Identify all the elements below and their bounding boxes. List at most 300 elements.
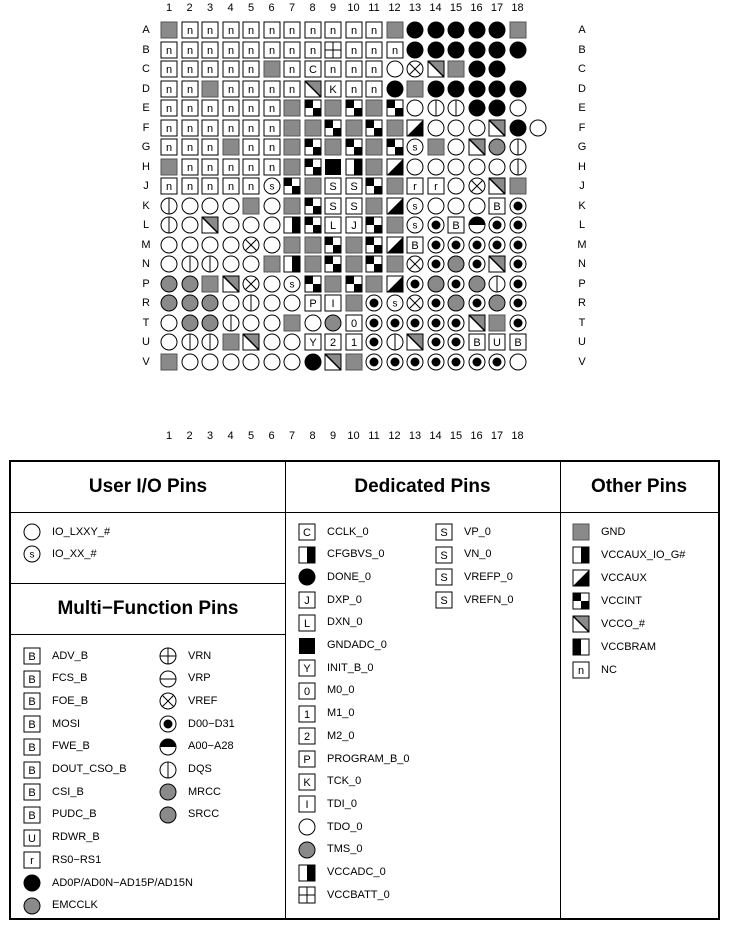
pin-A8-nc-box-icon (304, 21, 322, 39)
pin-A18-gnd-square-icon (509, 21, 527, 39)
svg-text:n: n (206, 161, 214, 174)
pin-R15-mrcc-circle-icon (447, 294, 465, 312)
pin-U11-target-circle-icon (365, 333, 383, 351)
legend-label: PUDC_B (52, 808, 97, 821)
row-label-right: N (578, 258, 586, 270)
b-letter-box-icon (23, 806, 41, 824)
pin-D15-black-circle-icon (447, 80, 465, 98)
row-label-left: E (142, 102, 150, 114)
pin-N16-target-circle-icon (468, 255, 486, 273)
pin-V18-open-circle-icon (509, 353, 527, 371)
svg-text:n: n (329, 64, 337, 76)
pin-E10-vccint-checker-icon (345, 99, 363, 117)
pin-V2-open-circle-icon (181, 353, 199, 371)
pin-N9-vccint-checker-icon (324, 255, 342, 273)
col-label-top: 2 (186, 2, 193, 14)
svg-text:n: n (350, 83, 357, 96)
legend-item (23, 670, 87, 688)
legend-label: VCCADC_0 (327, 866, 386, 878)
pin-V4-open-circle-icon (222, 353, 240, 371)
svg-text:s: s (412, 220, 418, 232)
legend-item (298, 727, 355, 745)
pin-E6-nc-box-icon (263, 99, 281, 117)
row-label-left: G (141, 141, 151, 153)
pin-U9-m2-box-icon (324, 333, 342, 351)
pin-R3-mrcc-circle-icon (201, 294, 219, 312)
pin-M6-open-circle-icon (263, 236, 281, 254)
svg-text:B: B (28, 787, 36, 800)
legend-label: IO_XX_# (52, 547, 97, 560)
col-label-bottom: 14 (429, 430, 442, 442)
pin-N13-cross-circle-icon (406, 255, 424, 273)
pin-D14-black-circle-icon (427, 80, 445, 98)
legend-item (159, 738, 234, 756)
svg-text:s: s (29, 549, 35, 561)
pin-E2-nc-box-icon (181, 99, 199, 117)
pin-F7-gnd-square-icon (283, 119, 301, 137)
pin-C2-nc-box-icon (181, 60, 199, 78)
legend-label: DOUT_CSO_B (52, 763, 127, 775)
pin-A7-nc-box-icon (283, 21, 301, 39)
svg-text:n: n (186, 122, 193, 135)
pin-N2-dqs-circle-icon (181, 255, 199, 273)
legend-label: DQS (188, 763, 212, 775)
legend-label: DXN_0 (327, 616, 363, 629)
vrn-circle-icon (159, 647, 177, 665)
l-letter-box-icon (298, 614, 316, 632)
col-label-top: 6 (268, 2, 275, 14)
pin-V1-gnd-square-icon (160, 353, 178, 371)
pin-R11-target-circle-icon (365, 294, 383, 312)
pin-K2-open-circle-icon (181, 197, 199, 215)
svg-text:r: r (413, 181, 417, 193)
pin-D17-black-circle-icon (488, 80, 506, 98)
pin-H2-nc-box-icon (181, 158, 199, 176)
pin-C7-nc-box-icon (283, 60, 301, 78)
legend-item (298, 614, 362, 632)
vccbatt-box-icon (298, 886, 316, 904)
b-letter-box-icon (23, 715, 41, 733)
pin-B7-nc-box-icon (283, 41, 301, 59)
col-label-bottom: 13 (408, 430, 422, 442)
pin-B14-black-circle-icon (427, 41, 445, 59)
pin-E18-open-circle-icon (509, 99, 527, 117)
row-label-right: U (578, 336, 586, 348)
legend-item (572, 546, 685, 564)
pin-F5-nc-box-icon (242, 119, 260, 137)
svg-text:S: S (440, 572, 448, 585)
pin-F8-gnd-square-icon (304, 119, 322, 137)
svg-text:B: B (513, 337, 522, 349)
svg-text:S: S (440, 595, 448, 608)
pin-M9-vccint-checker-icon (324, 236, 342, 254)
legend-item (298, 523, 369, 541)
svg-text:2: 2 (303, 731, 311, 744)
i-box-icon (298, 795, 316, 813)
svg-text:n: n (247, 83, 255, 96)
pin-M13-b-letter-box-icon (406, 236, 424, 254)
pin-L17-target-circle-icon (488, 216, 506, 234)
legend-item (298, 818, 362, 836)
row-label-left: P (142, 277, 150, 290)
pin-K3-open-circle-icon (201, 197, 219, 215)
row-label-right: H (578, 160, 586, 173)
pin-L15-b-letter-box-icon (447, 216, 465, 234)
pin-V12-target-circle-icon (386, 353, 404, 371)
pin-R2-mrcc-circle-icon (181, 294, 199, 312)
pin-A14-black-circle-icon (427, 21, 445, 39)
legend-item (572, 638, 656, 656)
pin-P6-open-circle-icon (263, 275, 281, 293)
pin-L1-dqs-circle-icon (160, 216, 178, 234)
legend-item (23, 647, 88, 665)
pin-H10-half-box-icon (345, 158, 363, 176)
row-label-left: U (142, 336, 150, 348)
pin-J1-nc-box-icon (160, 177, 178, 195)
pin-F14-open-circle-icon (427, 119, 445, 137)
pin-J3-nc-box-icon (201, 177, 219, 195)
svg-text:n: n (165, 181, 173, 193)
pin-E11-gnd-square-icon (365, 99, 383, 117)
target-circle-icon (159, 715, 177, 733)
pin-E5-nc-box-icon (242, 99, 260, 117)
legend-label: VREFN_0 (464, 593, 514, 606)
pin-L18-target-circle-icon (509, 216, 527, 234)
pin-L14-target-circle-icon (427, 216, 445, 234)
half-filled-circle-icon (159, 738, 177, 756)
legend-item (572, 661, 617, 679)
pin-P10-vccint-checker-icon (345, 275, 363, 293)
pin-H4-nc-box-icon (222, 158, 240, 176)
pin-R8-p-letter-box-icon (304, 294, 322, 312)
svg-text:n: n (247, 25, 255, 37)
pin-N7-half-box-icon (283, 255, 301, 273)
legend-item (298, 864, 386, 882)
legend-item (23, 545, 97, 563)
svg-text:0: 0 (350, 317, 357, 330)
pin-D5-nc-box-icon (242, 80, 260, 98)
pin-G6-nc-box-icon (263, 138, 281, 156)
svg-text:Y: Y (303, 663, 311, 676)
svg-text:B: B (452, 220, 460, 232)
pin-D11-nc-box-icon (365, 80, 383, 98)
svg-text:n: n (186, 161, 193, 174)
b-letter-box-icon (23, 783, 41, 801)
legend-label: D00−D31 (188, 717, 235, 730)
legend-label: EMCCLK (52, 899, 98, 912)
pin-U16-b-letter-box-icon (468, 333, 486, 351)
pin-K9-s-letter-box-icon (324, 197, 342, 215)
legend-label: PROGRAM_B_0 (327, 752, 410, 765)
pin-T4-dqs-circle-icon (222, 314, 240, 332)
pin-A12-gnd-square-icon (386, 21, 404, 39)
col-label-top: 16 (470, 2, 483, 14)
legend-item (435, 568, 513, 586)
pin-D4-nc-box-icon (222, 80, 240, 98)
pin-T13-target-circle-icon (406, 314, 424, 332)
legend-item (298, 568, 371, 586)
col-label-bottom: 4 (227, 430, 234, 442)
pin-K11-gnd-square-icon (365, 197, 383, 215)
pin-T15-target-circle-icon (447, 314, 465, 332)
svg-text:n: n (247, 161, 255, 174)
legend-label: DONE_0 (327, 570, 372, 583)
pin-J14-r-letter-box-icon (427, 177, 445, 195)
row-label-right: V (578, 355, 586, 368)
pin-H17-open-circle-icon (488, 158, 506, 176)
svg-text:n: n (206, 103, 214, 115)
pin-K13-s-circle-icon (406, 197, 424, 215)
pin-D18-black-circle-icon (509, 80, 527, 98)
mrcc-circle-icon (23, 897, 41, 915)
pin-C9-nc-box-icon (324, 60, 342, 78)
pin-T2-mrcc-circle-icon (181, 314, 199, 332)
pin-H13-open-circle-icon (406, 158, 424, 176)
col-label-bottom: 6 (268, 430, 275, 442)
pin-U15-target-circle-icon (447, 333, 465, 351)
pin-legend (9, 460, 720, 920)
legend-label: VRP (188, 672, 211, 685)
legend-item (23, 715, 80, 733)
pin-B18-black-circle-icon (509, 41, 527, 59)
vccadc-box-icon (298, 864, 316, 882)
pin-D8-vcco-diagonal-icon (304, 80, 322, 98)
pin-G10-vccint-checker-icon (345, 138, 363, 156)
pin-C5-nc-box-icon (242, 60, 260, 78)
legend-label: VCCINT (601, 594, 642, 607)
legend-label: M0_0 (327, 684, 355, 697)
col-label-top: 8 (309, 2, 316, 14)
vccint-checker-icon (572, 592, 590, 610)
svg-text:2: 2 (329, 337, 337, 349)
pin-H11-gnd-square-icon (365, 158, 383, 176)
pin-P18-target-circle-icon (509, 275, 527, 293)
pin-G13-s-circle-icon (406, 138, 424, 156)
legend-label: GNDADC_0 (327, 639, 387, 651)
pin-H14-open-circle-icon (427, 158, 445, 176)
pin-C17-black-circle-icon (488, 60, 506, 78)
pin-V5-open-circle-icon (242, 353, 260, 371)
col-label-bottom: 12 (388, 430, 401, 442)
svg-text:P: P (303, 754, 311, 766)
legend-label: IO_LXXY_# (52, 525, 111, 538)
legend-item (159, 761, 212, 779)
svg-text:B: B (493, 200, 501, 213)
pin-E8-vccint-checker-icon (304, 99, 322, 117)
col-label-bottom: 7 (288, 430, 296, 442)
col-label-bottom: 17 (490, 430, 504, 442)
s-circle-icon (23, 545, 41, 563)
pin-J8-gnd-square-icon (304, 177, 322, 195)
pin-K12-vccaux-triangle-icon (386, 197, 404, 215)
svg-text:n: n (370, 64, 378, 76)
pin-J16-cross-circle-icon (468, 177, 486, 195)
svg-text:n: n (206, 181, 214, 193)
col-label-bottom: 8 (309, 430, 316, 442)
svg-text:n: n (227, 44, 234, 57)
svg-text:U: U (28, 832, 36, 845)
pin-H15-open-circle-icon (447, 158, 465, 176)
pin-B10-nc-box-icon (345, 41, 363, 59)
row-label-right: D (578, 82, 586, 95)
pin-C4-nc-box-icon (222, 60, 240, 78)
m1-box-icon (298, 705, 316, 723)
dedicated-column (285, 462, 561, 918)
svg-text:n: n (391, 44, 398, 57)
pin-L9-l-letter-box-icon (324, 216, 342, 234)
pin-J6-s-circle-icon (263, 177, 281, 195)
legend-label: FOE_B (52, 694, 89, 707)
pin-J17-vcco-diagonal-icon (488, 177, 506, 195)
pin-M18-target-circle-icon (509, 236, 527, 254)
svg-text:B: B (28, 696, 36, 709)
legend-label: VCCAUX_IO_G# (601, 548, 686, 561)
svg-text:n: n (227, 25, 234, 37)
svg-text:1: 1 (350, 337, 357, 349)
legend-item (23, 829, 100, 847)
svg-text:n: n (165, 142, 173, 154)
col-label-top: 17 (490, 2, 504, 14)
pin-E15-dqs-circle-icon (447, 99, 465, 117)
m0-box-icon (298, 682, 316, 700)
pinout-grid (0, 0, 730, 455)
pin-J12-gnd-square-icon (386, 177, 404, 195)
svg-text:n: n (165, 122, 173, 135)
legend-item (159, 806, 219, 824)
pin-V14-target-circle-icon (427, 353, 445, 371)
col-label-bottom: 1 (165, 430, 173, 442)
col-label-bottom: 16 (470, 430, 483, 442)
svg-text:s: s (412, 201, 418, 212)
pin-N5-open-circle-icon (242, 255, 260, 273)
pin-H5-nc-box-icon (242, 158, 260, 176)
legend-label: DXP_0 (327, 593, 362, 606)
pin-D6-nc-box-icon (263, 80, 281, 98)
b-letter-box-icon (23, 670, 41, 688)
pin-C14-vcco-diagonal-icon (427, 60, 445, 78)
pin-A16-black-circle-icon (468, 21, 486, 39)
col-label-top: 18 (511, 2, 524, 14)
c-letter-box-icon (298, 523, 316, 541)
pin-U17-u-letter-box-icon (488, 333, 506, 351)
svg-text:S: S (349, 181, 358, 193)
legend-label: VCCBATT_0 (327, 888, 390, 901)
pin-V15-target-circle-icon (447, 353, 465, 371)
pin-G15-open-circle-icon (447, 138, 465, 156)
svg-text:r: r (433, 181, 438, 193)
gndadc-square-icon (298, 637, 316, 655)
legend-item (23, 783, 84, 801)
legend-item (23, 738, 90, 756)
pin-B13-black-circle-icon (406, 41, 424, 59)
pin-N6-gnd-square-icon (263, 255, 281, 273)
svg-text:B: B (28, 651, 36, 663)
pin-C1-nc-box-icon (160, 60, 178, 78)
row-label-left: J (143, 180, 149, 192)
legend-item (572, 592, 642, 610)
pin-M16-target-circle-icon (468, 236, 486, 254)
pin-F19-open-circle-icon (529, 119, 547, 137)
svg-text:n: n (288, 25, 296, 37)
b-letter-box-icon (23, 647, 41, 665)
col-label-bottom: 15 (449, 430, 463, 442)
user-io-title: User I/O Pins (11, 462, 285, 513)
pin-V9-vcco-diagonal-icon (324, 353, 342, 371)
pin-G1-nc-box-icon (160, 138, 178, 156)
pin-N4-open-circle-icon (222, 255, 240, 273)
pin-P15-target-circle-icon (447, 275, 465, 293)
svg-text:n: n (268, 83, 275, 96)
pin-F10-gnd-square-icon (345, 119, 363, 137)
svg-text:I: I (305, 799, 309, 812)
pin-L10-j-letter-box-icon (345, 216, 363, 234)
pin-K17-b-letter-box-icon (488, 197, 506, 215)
row-label-left: B (142, 43, 150, 56)
pin-V13-target-circle-icon (406, 353, 424, 371)
pin-J9-s-letter-box-icon (324, 177, 342, 195)
svg-text:B: B (28, 764, 36, 777)
pin-G12-vccint-checker-icon (386, 138, 404, 156)
legend-label: TDI_0 (327, 797, 357, 810)
legend-label: GND (601, 525, 626, 538)
pin-G9-gnd-square-icon (324, 138, 342, 156)
pin-L13-s-circle-icon (406, 216, 424, 234)
pin-J4-nc-box-icon (222, 177, 240, 195)
legend-item (435, 546, 492, 564)
pin-F1-nc-box-icon (160, 119, 178, 137)
pin-R17-mrcc-circle-icon (488, 294, 506, 312)
svg-text:P: P (308, 298, 317, 310)
legend-item (159, 715, 235, 733)
pin-B1-nc-box-icon (160, 41, 178, 59)
row-label-right: K (578, 199, 586, 212)
legend-item (159, 783, 221, 801)
row-label-right: L (578, 219, 586, 231)
col-label-bottom: 2 (186, 430, 193, 442)
pin-A2-nc-box-icon (181, 21, 199, 39)
svg-text:n: n (227, 181, 234, 193)
svg-text:n: n (206, 44, 214, 57)
multi-function-title: Multi−Function Pins (11, 583, 285, 635)
svg-text:B: B (28, 809, 36, 822)
pin-L4-open-circle-icon (222, 216, 240, 234)
pin-C15-gnd-square-icon (447, 60, 465, 78)
pin-R16-target-circle-icon (468, 294, 486, 312)
pin-K18-target-circle-icon (509, 197, 527, 215)
pin-N15-mrcc-circle-icon (447, 255, 465, 273)
row-label-left: D (142, 82, 150, 95)
row-label-right: G (577, 141, 587, 153)
pin-G18-dqs-circle-icon (509, 138, 527, 156)
col-label-top: 14 (429, 2, 442, 14)
pin-V16-target-circle-icon (468, 353, 486, 371)
pin-H18-dqs-circle-icon (509, 158, 527, 176)
svg-text:n: n (288, 44, 296, 57)
legend-label: VP_0 (464, 525, 491, 538)
legend-item (23, 874, 193, 892)
pin-P8-vccint-checker-icon (304, 275, 322, 293)
legend-label: RS0−RS1 (52, 853, 102, 866)
svg-text:n: n (247, 44, 255, 57)
pin-G5-nc-box-icon (242, 138, 260, 156)
legend-item (298, 886, 390, 904)
pin-K4-open-circle-icon (222, 197, 240, 215)
legend-item (572, 523, 625, 541)
svg-text:n: n (268, 161, 275, 174)
pin-P1-mrcc-circle-icon (160, 275, 178, 293)
legend-item (298, 750, 410, 768)
pin-N10-gnd-square-icon (345, 255, 363, 273)
